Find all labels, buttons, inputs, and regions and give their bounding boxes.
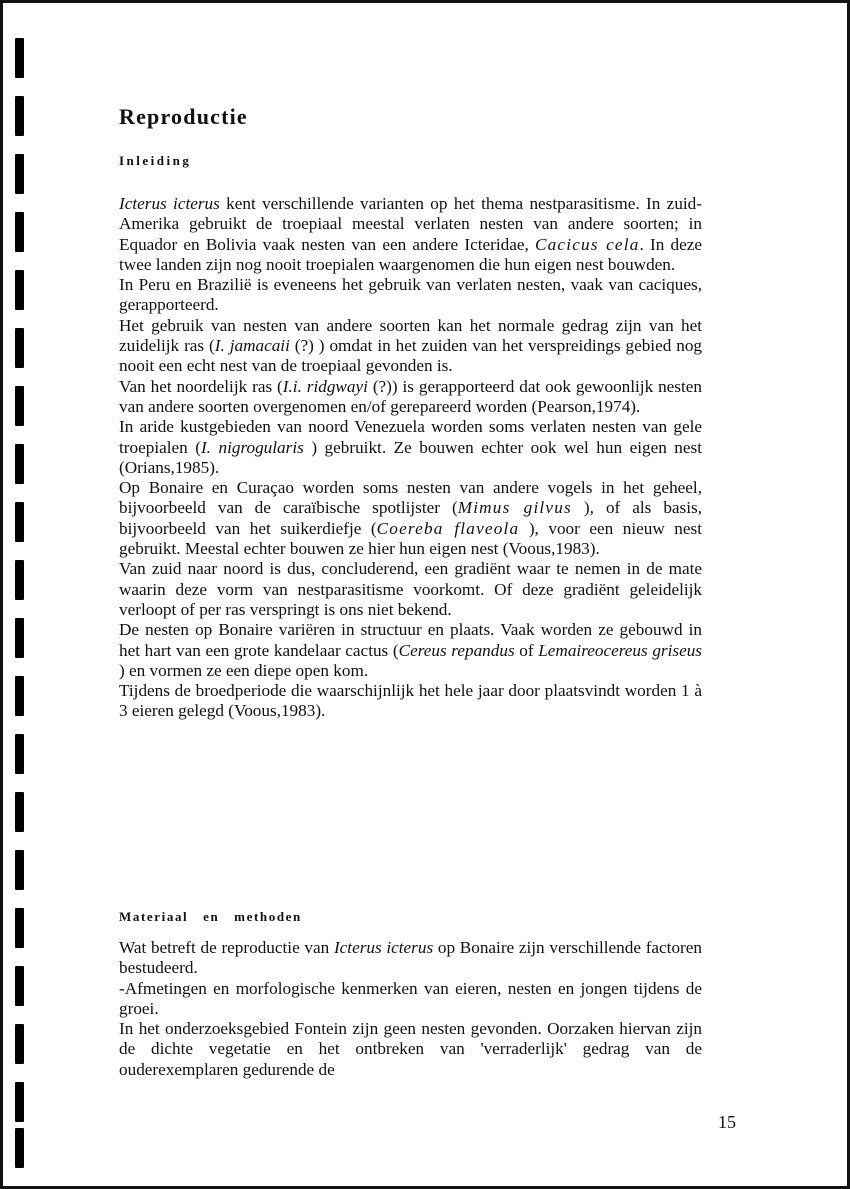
binding-hole xyxy=(15,792,24,832)
subsection-heading-intro: Inleiding xyxy=(119,153,192,168)
text-run: In aride kustgebieden van noord Venezuela worden soms verlaten nesten van gele troepialen ( xyxy=(119,417,702,457)
binding-hole xyxy=(15,1024,24,1064)
intro-section xyxy=(119,194,702,722)
intro-paragraph-9: Tijdens de broedperiode die waarschijnlijk het hele jaar door plaatsvindt worden 1 à 3 eieren gelegd (Voous,1983). xyxy=(119,681,702,721)
text-run: Van het noordelijk ras ( xyxy=(119,376,283,396)
intro-paragraph-1 xyxy=(119,194,702,275)
binding-hole xyxy=(15,386,24,426)
binding-holes xyxy=(15,38,25,1168)
species-name: I. jamacaii xyxy=(214,336,290,356)
text-run: ), of als basis, bijvoorbeeld van het suikerdiefje ( xyxy=(119,498,703,538)
page-number: 15 xyxy=(718,1112,736,1132)
intro-paragraph-6 xyxy=(119,478,702,559)
species-name: Icterus icterus xyxy=(333,938,434,957)
text-run: . In deze twee landen zijn nog nooit troepialen waargenomen die hun eigen nest bouwden. xyxy=(119,234,702,274)
binding-hole xyxy=(15,96,24,136)
binding-hole xyxy=(15,618,24,658)
text-run: kent verschillende varianten op het thema nestparasitisme. In zuid-Amerika gebruikt de troepiaal meestal verlaten nesten van andere soorten; in Equador en Bolivia vaak nesten van een andere Icteridae, xyxy=(119,194,702,254)
subsection-heading-methods: Materiaal en methoden xyxy=(119,909,302,924)
species-name: I. nigrogularis xyxy=(200,437,304,457)
binding-hole xyxy=(15,734,24,774)
methods-section xyxy=(119,938,702,1080)
species-name: Lemaireocereus griseus xyxy=(538,640,702,660)
intro-paragraph-7: Van zuid naar noord is dus, concluderend, een gradiënt waar te nemen in de mate waarin deze vorm van nestparasitisme voorkomt. Of deze gradiënt geleidelijk verloopt of per ras verspringt is ons niet bekend. xyxy=(119,559,702,619)
species-name: Icterus icterus xyxy=(119,194,220,213)
text-run: Wat betreft de reproductie van xyxy=(119,938,334,957)
binding-hole xyxy=(15,212,24,252)
text-run: Op Bonaire en Curaçao worden soms nesten van andere vogels in het geheel, bijvoorbeeld van de caraïbische spotlijster ( xyxy=(119,478,702,518)
binding-hole xyxy=(15,270,24,310)
section-title: Reproductie xyxy=(119,104,248,129)
intro-paragraph-4 xyxy=(119,377,702,418)
species-name: Mimus gilvus xyxy=(457,498,572,518)
text-run: Het gebruik van nesten van andere soorten kan het normale gedrag zijn van het zuidelijk ras ( xyxy=(119,315,702,356)
text-run: (?) ) omdat in het zuiden van het verspreidings gebied nog nooit een echt nest van de troepiaal gevonden is. xyxy=(119,336,703,376)
text-run: ), voor een nieuw nest gebruikt. Meestal echter bouwen ze hier hun eigen nest (Voous,1983). xyxy=(119,518,702,559)
binding-hole xyxy=(15,154,24,194)
binding-hole xyxy=(15,328,24,368)
methods-paragraph-2: -Afmetingen en morfologische kenmerken van eieren, nesten en jongen tijdens de groei. xyxy=(119,978,702,1018)
binding-hole xyxy=(15,38,24,78)
text-run: (?)) is gerapporteerd dat ook gewoonlijk nesten van andere soorten overgenomen en/of gerepareerd worden (Pearson,1974). xyxy=(119,376,702,416)
binding-hole xyxy=(15,502,24,542)
binding-hole xyxy=(15,444,24,484)
page-content xyxy=(119,100,703,1079)
intro-paragraph-3 xyxy=(119,316,702,377)
species-name: Cacicus cela xyxy=(534,234,640,254)
text-run: of xyxy=(514,640,539,660)
methods-paragraph-3: In het onderzoeksgebied Fontein zijn geen nesten gevonden. Oorzaken hiervan zijn de dichte vegetatie en het ontbreken van 'verraderlijk' gedrag van de ouderexemplaren gedurende de xyxy=(119,1019,702,1079)
intro-paragraph-2: In Peru en Brazilië is eveneens het gebruik van verlaten nesten, vaak van caciques, gerapporteerd. xyxy=(119,275,702,315)
binding-hole xyxy=(15,1128,24,1168)
binding-hole xyxy=(15,908,24,948)
species-name: I.i. ridgwayi xyxy=(282,376,368,396)
text-run: op Bonaire zijn verschillende factoren bestudeerd. xyxy=(119,938,702,978)
species-name: Coereba flaveola xyxy=(376,518,520,538)
binding-hole xyxy=(15,676,24,716)
binding-hole xyxy=(15,1082,24,1122)
methods-paragraph-1 xyxy=(119,938,702,979)
text-run: De nesten op Bonaire variëren in structuur en plaats. Vaak worden ze gebouwd in het hart van een grote kandelaar cactus ( xyxy=(119,620,702,660)
intro-paragraph-8 xyxy=(119,620,702,681)
text-run: ) gebruikt. Ze bouwen echter ook wel hun eigen nest (Orians,1985). xyxy=(119,437,702,477)
binding-hole xyxy=(15,850,24,890)
species-name: Cereus repandus xyxy=(398,640,515,660)
intro-paragraph-5 xyxy=(119,417,702,478)
binding-hole xyxy=(15,966,24,1006)
binding-hole xyxy=(15,560,24,600)
text-run: ) en vormen ze een diepe open kom. xyxy=(119,660,369,680)
